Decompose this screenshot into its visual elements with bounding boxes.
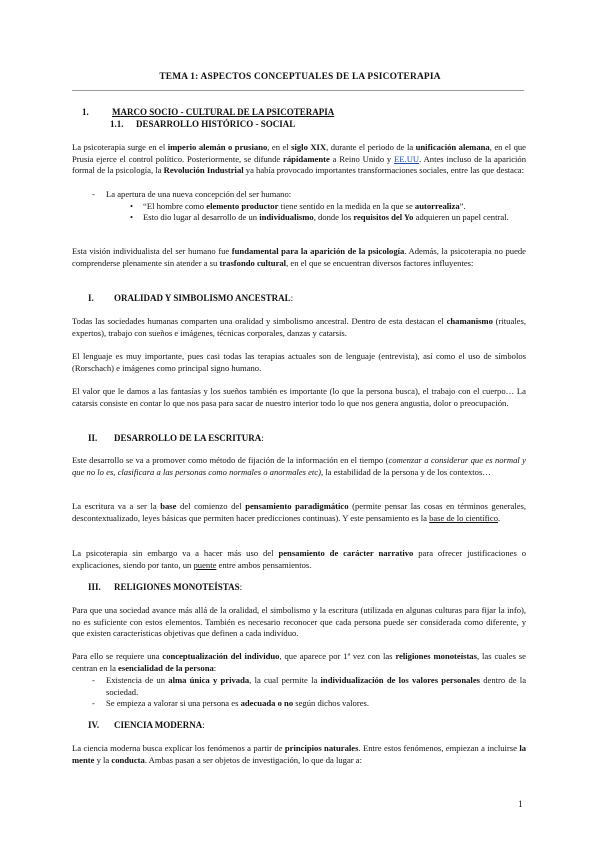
link-eeuu[interactable]: EE.UU [394, 153, 420, 164]
list-item: - La apertura de una nueva concepción del ser humano: • “El hombre como elemento productor tiene sentido en la medida en la que se autorrealiza”. • Esto dio lugar al desarrollo de un individualismo, donde los requisitos del Yo adquieren un papel central. [72, 189, 526, 224]
vision-paragraph: Esta visión individualista del ser humano fue fundamental para la aparición de la psicología. Además, la psicoterapia no puede comprenderse plenamente sin atender a su trasfondo cultural, en el que se encuentran diversos factores influyentes: [72, 246, 526, 268]
section-ii-heading: II. DESARROLLO DE LA ESCRITURA: [88, 433, 264, 443]
document-title: TEMA 1: ASPECTOS CONCEPTUALES DE LA PSICOTERAPIA [159, 72, 441, 82]
section-i-heading: I. ORALIDAD Y SIMBOLISMO ANCESTRAL: [88, 293, 294, 303]
intro-paragraph: La psicoterapia surge en el imperio alemán o prusiano, en el siglo XIX, durante el periodo de la unificación alemana, en el que Prusia ejerce el control político. Posteriormente, se difunde rápidamente a Reino Unido y EE.UU. Antes incluso de la aparición formal de la psicología, la Revolución Industrial ya había provocado importantes transformaciones sociales, entre las que destaca: [72, 142, 527, 176]
heading-2-text: DESARROLLO HISTÓRICO - SOCIAL [136, 119, 296, 129]
list-item: - Se empieza a valorar si una persona es adecuada o no según dichos valores. [72, 698, 526, 710]
section-iv-heading: IV. CIENCIA MODERNA: [88, 720, 205, 730]
title-divider [72, 90, 524, 91]
heading-1-number: 1. [82, 107, 89, 117]
section-ii-paragraph-3: La psicoterapia sin embargo va a hacer más uso del pensamiento de carácter narrativo para ofrecer justificaciones o explicaciones, siendo por tanto, un puente entre ambos pensamientos. [72, 548, 527, 570]
intro-list [72, 189, 526, 224]
section-i-paragraph-1: Todas las sociedades humanas comparten una oralidad y simbolismo ancestral. Dentro de esta destacan el chamanismo (rituales, expertos), trabajo con sueños e imágenes, técnicas corporales, danzas y catarsis. [72, 316, 526, 338]
list-item: - Existencia de un alma única y privada, la cual permite la individualización de los valores personales dentro de la sociedad. [72, 675, 526, 698]
page-number: 1 [518, 800, 523, 810]
section-iii-list [72, 675, 526, 710]
section-iii-paragraph-2: Para ello se requiere una conceptualización del individuo, que aparece por 1ª vez con las religiones monoteístas, las cuales se centran en la esencialidad de la persona: [72, 651, 526, 673]
section-heading-1 [72, 107, 526, 119]
section-ii-paragraph-2: La escritura va a ser la base del comienzo del pensamiento paradigmático (permite pensar las cosas en términos generales, descontextualizado, leyes básicas que permiten hacer predicciones continuas). Y este pensamiento es la base de lo científico. [72, 501, 527, 523]
section-heading-1-1 [110, 119, 510, 131]
list-item: • “El hombre como elemento productor tiene sentido en la medida en la que se autorrealiza”. [72, 201, 526, 213]
section-iii-heading: III. RELIGIONES MONOTEÍSTAS: [88, 582, 243, 592]
heading-2-number: 1.1. [110, 119, 124, 129]
section-ii-paragraph-1: Este desarrollo se va a promover como método de fijación de la información en el tiempo (comenzar a considerar que es normal y que no lo es, clasificara a las personas como normales o anormales etc), la estabilidad de la persona y de los contextos… [72, 455, 526, 477]
section-i-paragraph-2: El lenguaje es muy importante, pues casi todas las terapias actuales son de lenguaje (entrevista), así como el uso de símbolos (Rorschach) e imágenes como principal signo humano. [72, 351, 526, 373]
list-item: • Esto dio lugar al desarrollo de un individualismo, donde los requisitos del Yo adquieren un papel central. [72, 212, 526, 224]
section-iv-paragraph-1: La ciencia moderna busca explicar los fenómenos a partir de principios naturales. Entre estos fenómenos, empiezan a incluirse la mente y la conducta. Ambas pasan a ser objetos de investigación, lo que da lugar a: [72, 743, 526, 765]
section-iii-paragraph-1: Para que una sociedad avance más allá de la oralidad, el simbolismo y la escritura (utilizada en algunas culturas para fijar la info), no es suficiente con estos elementos. También es necesario reconocer que cada persona puede ser considerada como diferente, y que existen características objetivas que definen a cada individuo. [72, 605, 526, 639]
heading-1-text: MARCO SOCIO - CULTURAL DE LA PSICOTERAPIA [112, 107, 335, 117]
section-i-paragraph-3: El valor que le damos a las fantasías y los sueños también es importante (lo que la persona busca), el trabajo con el cuerpo… La catarsis consiste en contar lo que nos pasa para sacar de nuestro interior todo lo que nos genera angustia, dolor o preocupación. [72, 386, 526, 408]
